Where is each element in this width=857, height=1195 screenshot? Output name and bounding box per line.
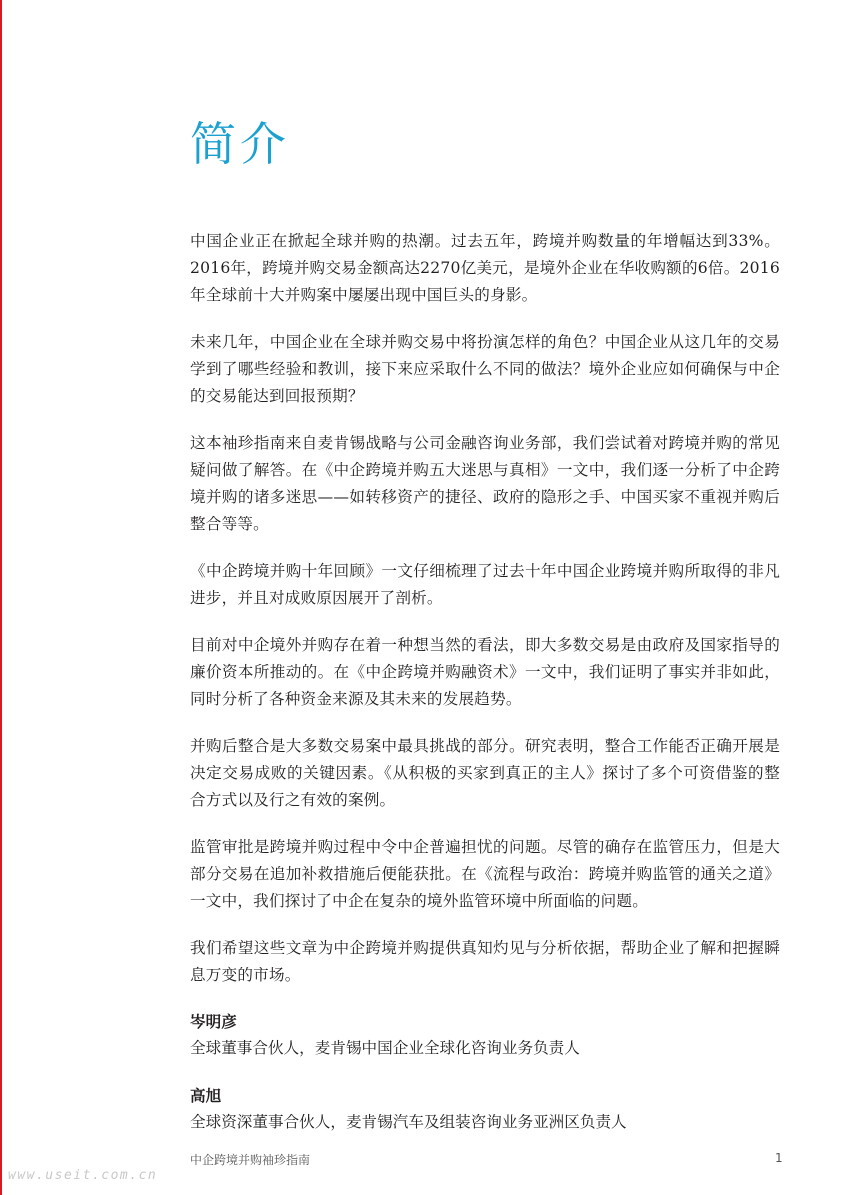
article-body: [190, 228, 780, 1157]
watermark: www.useit.com.cn: [8, 1168, 158, 1183]
page-title: 简介: [190, 117, 290, 171]
paragraph-3: 这本袖珍指南来自麦肯锡战略与公司金融咨询业务部，我们尝试着对跨境并购的常见疑问做了解答。在《中企跨境并购五大迷思与真相》一文中，我们逐一分析了中企跨境并购的诸多迷思——如转移资产的捷径、政府的隐形之手、中国买家不重视并购后整合等等。: [190, 434, 780, 533]
page-number: 1: [775, 1151, 783, 1165]
paragraph-2: 未来几年，中国企业在全球并购交易中将扮演怎样的角色？中国企业从这几年的交易学到了哪些经验和教训，接下来应采取什么不同的做法？境外企业应如何确保与中企的交易能达到回报预期？: [190, 333, 780, 405]
paragraph-5: 目前对中企境外并购存在着一种想当然的看法，即大多数交易是由政府及国家指导的廉价资本所推动的。在《中企跨境并购融资术》一文中，我们证明了事实并非如此，同时分析了各种资金来源及其未来的发展趋势。: [190, 636, 780, 708]
paragraph-6: 并购后整合是大多数交易案中最具挑战的部分。研究表明，整合工作能否正确开展是决定交易成败的关键因素。《从积极的买家到真正的主人》探讨了多个可资借鉴的整合方式以及行之有效的案例。: [190, 737, 780, 809]
paragraph-1: 中国企业正在掀起全球并购的热潮。过去五年，跨境并购数量的年增幅达到33%。2016年，跨境并购交易金额高达2270亿美元，是境外企业在华收购额的6倍。2016年全球前十大并购案中屡屡出现中国巨头的身影。: [190, 232, 780, 304]
paragraph-8: 我们希望这些文章为中企跨境并购提供真知灼见与分析依据，帮助企业了解和把握瞬息万变的市场。: [190, 939, 780, 984]
signature-name: 岑明彦: [190, 1013, 237, 1031]
paragraph-4: 《中企跨境并购十年回顾》一文仔细梳理了过去十年中国企业跨境并购所取得的非凡进步，并且对成败原因展开了剖析。: [190, 562, 780, 607]
left-margin-rule: [0, 0, 2, 1195]
signature-title: 全球资深董事合伙人，麦肯锡汽车及组装咨询业务亚洲区负责人: [190, 1113, 627, 1131]
signature-name: 高旭: [190, 1087, 222, 1105]
paragraph-7: 监管审批是跨境并购过程中令中企普遍担忧的问题。尽管的确存在监管压力，但是大部分交易在追加补救措施后便能获批。在《流程与政治：跨境并购监管的通关之道》一文中，我们探讨了中企在复杂的境外监管环境中所面临的问题。: [190, 838, 780, 910]
signature-2: [190, 1083, 780, 1135]
signature-1: [190, 1009, 780, 1061]
signature-title: 全球董事合伙人，麦肯锡中国企业全球化咨询业务负责人: [190, 1039, 580, 1057]
footer-publication-title: 中企跨境并购袖珍指南: [190, 1153, 311, 1167]
